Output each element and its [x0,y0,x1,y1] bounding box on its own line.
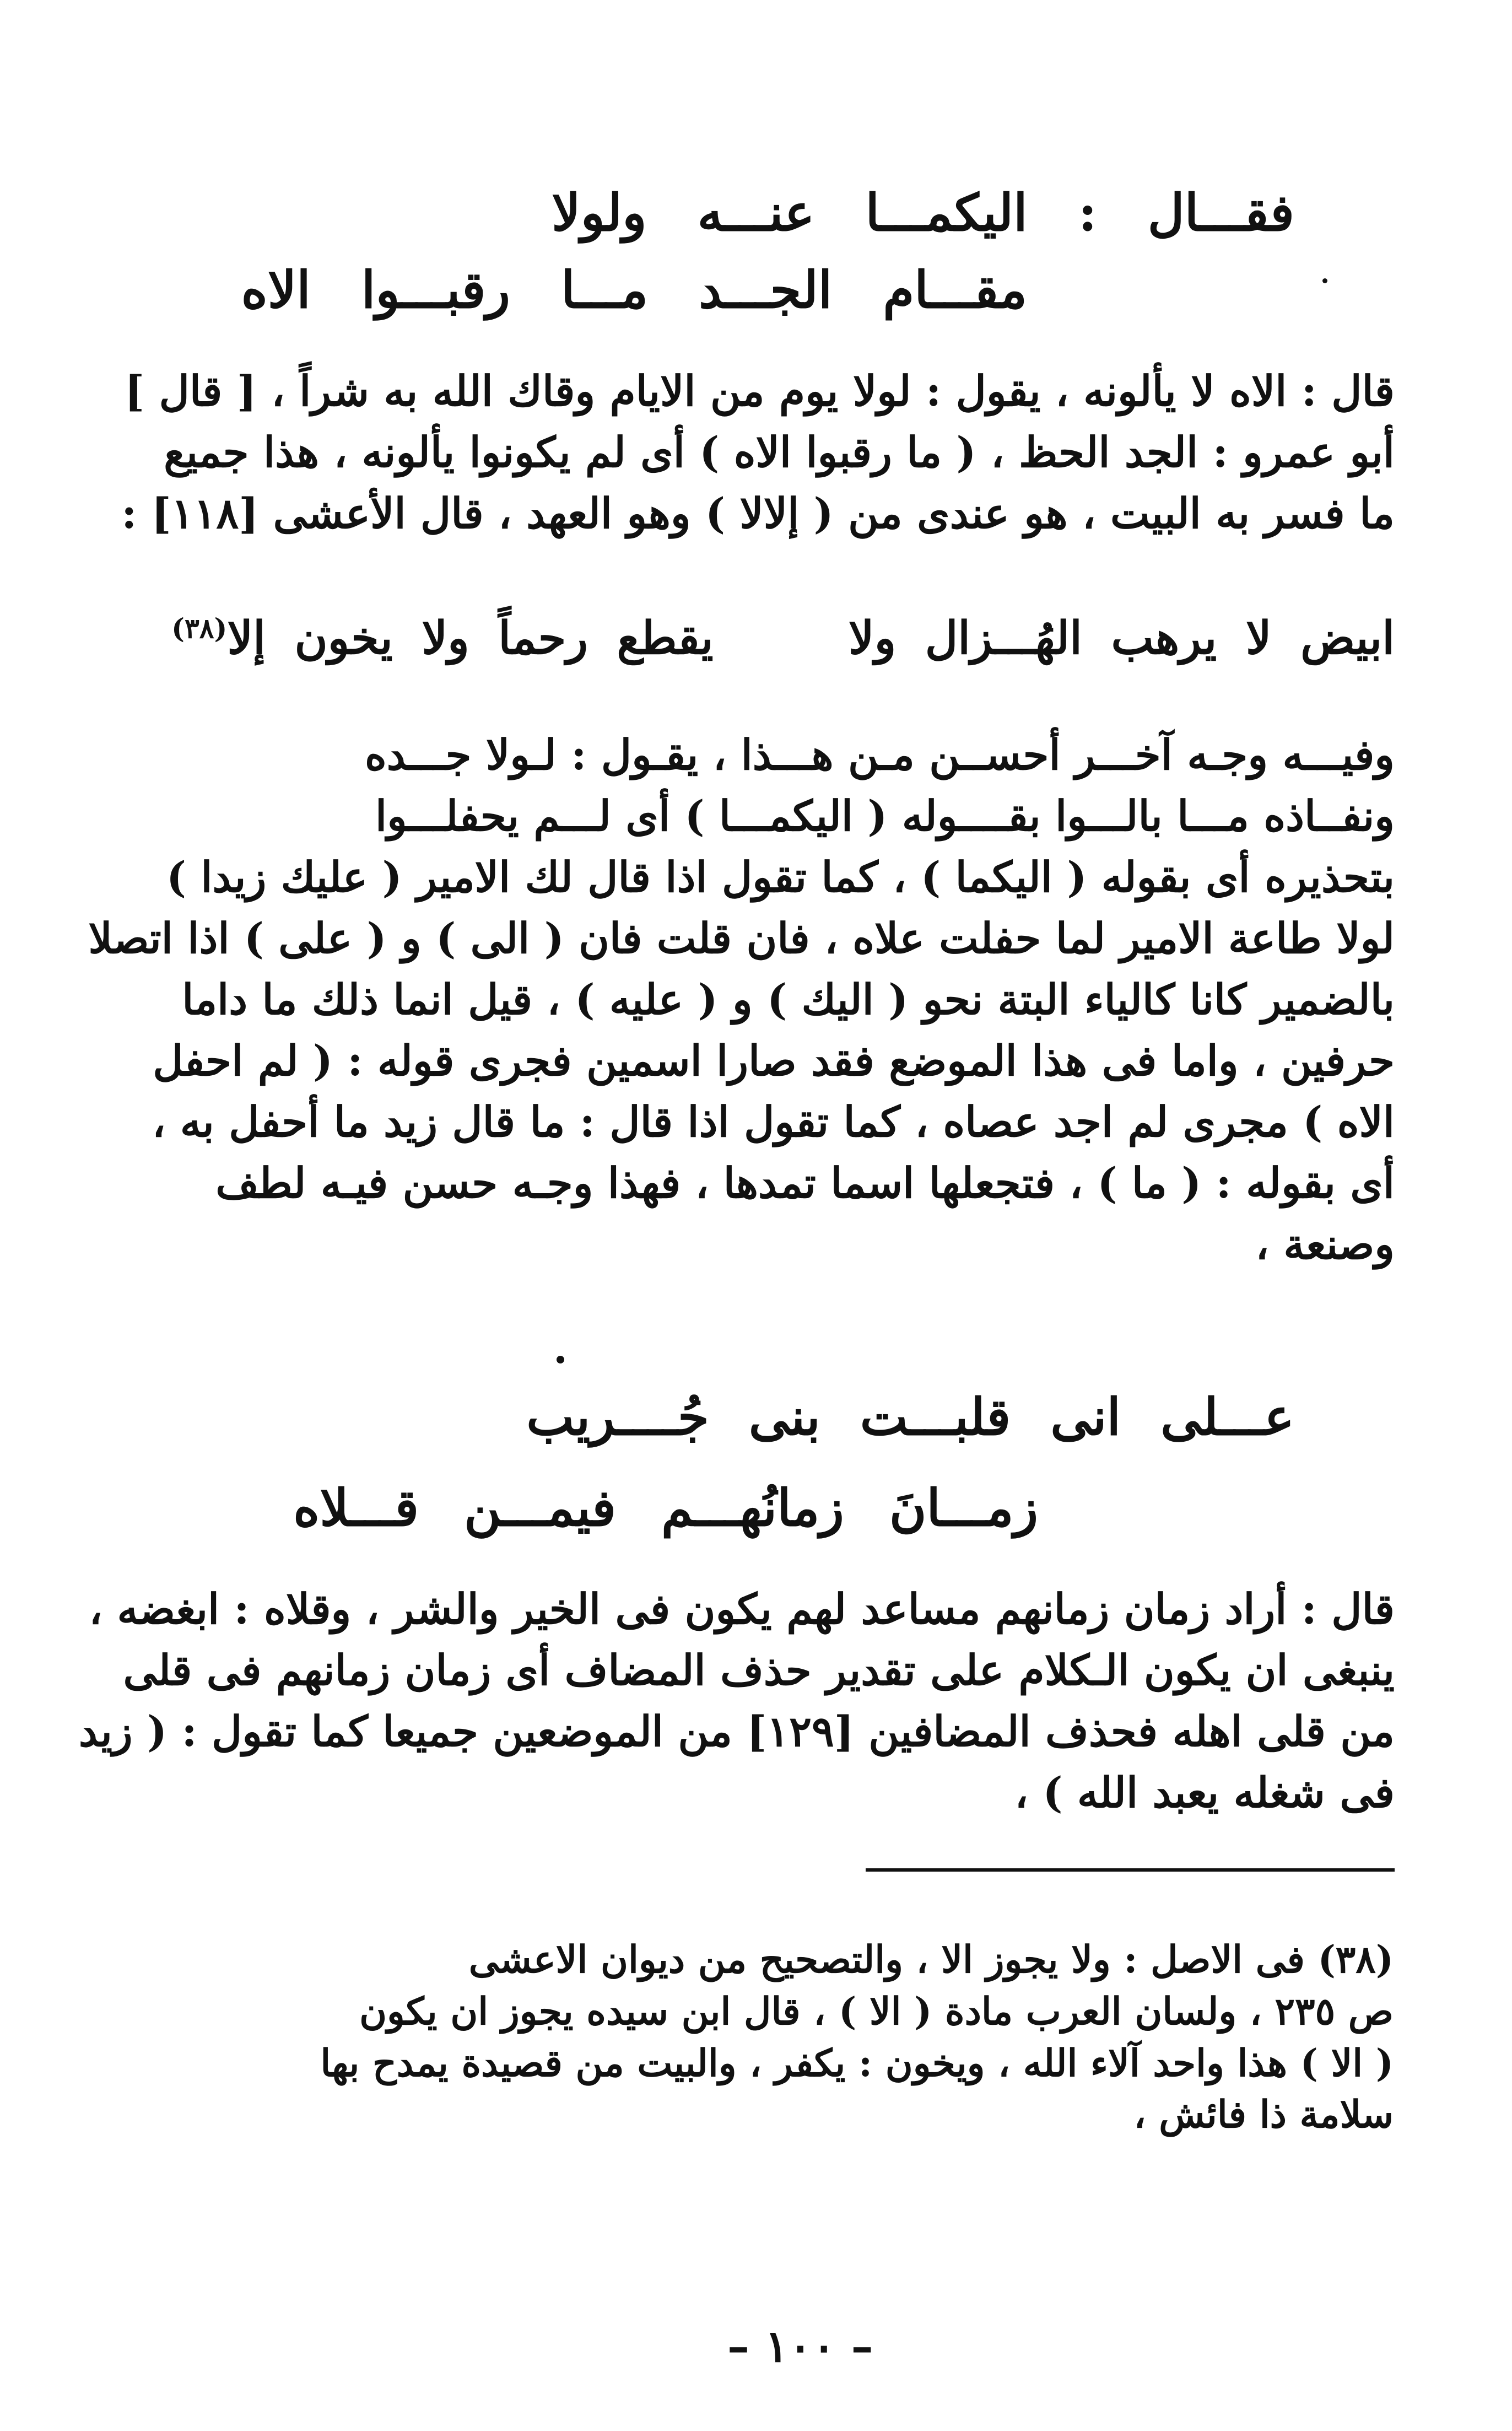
verse1-first-hemistich: فقـــال : اليكمـــا عنـــه ولولا [552,183,1294,242]
commentary-line: ونفــاذه مـــا بالـــوا بقــــوله ( اليكمـــا ) أى لـــم يحفلـــوا [375,791,1395,840]
commentary-line: وفيـــه وجـه آخـــر أحســن مـن هـــذا ، يقـول : لـولا جـــده [364,730,1395,779]
commentary-line: قال : أراد زمان زمانهم مساعد لهم يكون فى الخير والشر ، وقلاه : ابغضه ، [89,1584,1395,1634]
commentary-line: من قلى اهله فحذف المضافين [١٢٩] من الموضعين جميعا كما تقول : ( زيد [78,1706,1395,1756]
footnote-line: سلامة ذا فائش ، [1133,2093,1394,2137]
commentary-paragraph-2 [88,725,1395,1275]
page-number: – ١٠٠ – [727,2320,873,2372]
commentary-line: لولا طاعة الامير لما حفلت علاه ، فان قلت فان ( الى ) و ( على ) اذا اتصلا [88,913,1395,963]
footnote-line: (٣٨) فى الاصل : ولا يجوز الا ، والتصحيح من ديوان الاعشى [468,1938,1394,1982]
verse2-second-hemistich: زمـــانَ زمانُهـــم فيمـــن قـــلاه [293,1478,1038,1538]
commentary-line: وصنعة ، [1255,1219,1395,1269]
commentary-paragraph-1 [121,361,1395,545]
commentary-line: قال : الاه لا يألونه ، يقول : لولا يوم من الايام وقاك الله به شراً ، [ قال ] [125,366,1395,416]
footnote-marker: (٣٨) [171,612,228,645]
verse2-first-hemistich: عـــلى انى قلبـــت بنى جُــــريب [526,1387,1294,1447]
commentary-line: فى شغله يعبد الله ) ، [1014,1767,1395,1817]
quoted-verse-second-hemistich: يقطع رحماً ولا يخون إلا [227,612,714,665]
commentary-line: الاه ) مجرى لم اجد عصاه ، كما تقول اذا قال : ما قال زيد ما أحفل به ، [152,1097,1395,1146]
commentary-paragraph-3 [78,1579,1395,1824]
commentary-line: ينبغى ان يكون الـكلام على تقدير حذف المضاف أى زمان زمانهم فى قلى [123,1645,1395,1695]
stray-dot-top [1322,278,1327,283]
commentary-line: بالضمير كانا كالياء البتة نحو ( اليك ) و ( عليه ) ، قيل انما ذلك ما داما [182,974,1395,1024]
commentary-line: أبو عمرو : الجد الحظ ، ( ما رقبوا الاه ) أى لم يكونوا يألونه ، هذا جميع [164,427,1395,477]
quoted-verse-line [171,612,1395,665]
verse1-second-hemistich: مقـــام الجـــد مـــا رقبـــوا الاه [241,260,1027,320]
commentary-line: ما فسر به البيت ، هو عندى من ( إلالا ) وهو العهد ، قال الأعشى [١١٨] : [121,488,1395,538]
stray-dot-middle [557,1356,564,1363]
commentary-line: حرفين ، واما فى هذا الموضع فقد صارا اسمين فجرى قوله : ( لم احفل [153,1036,1395,1085]
quoted-verse-first-hemistich: ابيض لا يرهب الهُـــزال ولا [848,612,1395,665]
footnote-line: ص ٢٣٥ ، ولسان العرب مادة ( الا ) ، قال ابن سيده يجوز ان يكون [359,1989,1394,2034]
footnote-separator [866,1868,1395,1872]
commentary-line: أى بقوله : ( ما ) ، فتجعلها اسما تمدها ، فهذا وجـه حسن فيـه لطف [215,1158,1395,1208]
commentary-line: بتحذيره أى بقوله ( اليكما ) ، كما تقول اذا قال لك الامير ( عليك زيدا ) [166,852,1395,902]
footnote-line: ( الا ) هذا واحد آلاء الله ، ويخون : يكفر ، والبيت من قصيدة يمدح بها [320,2041,1394,2085]
footnote [209,1934,1394,2141]
